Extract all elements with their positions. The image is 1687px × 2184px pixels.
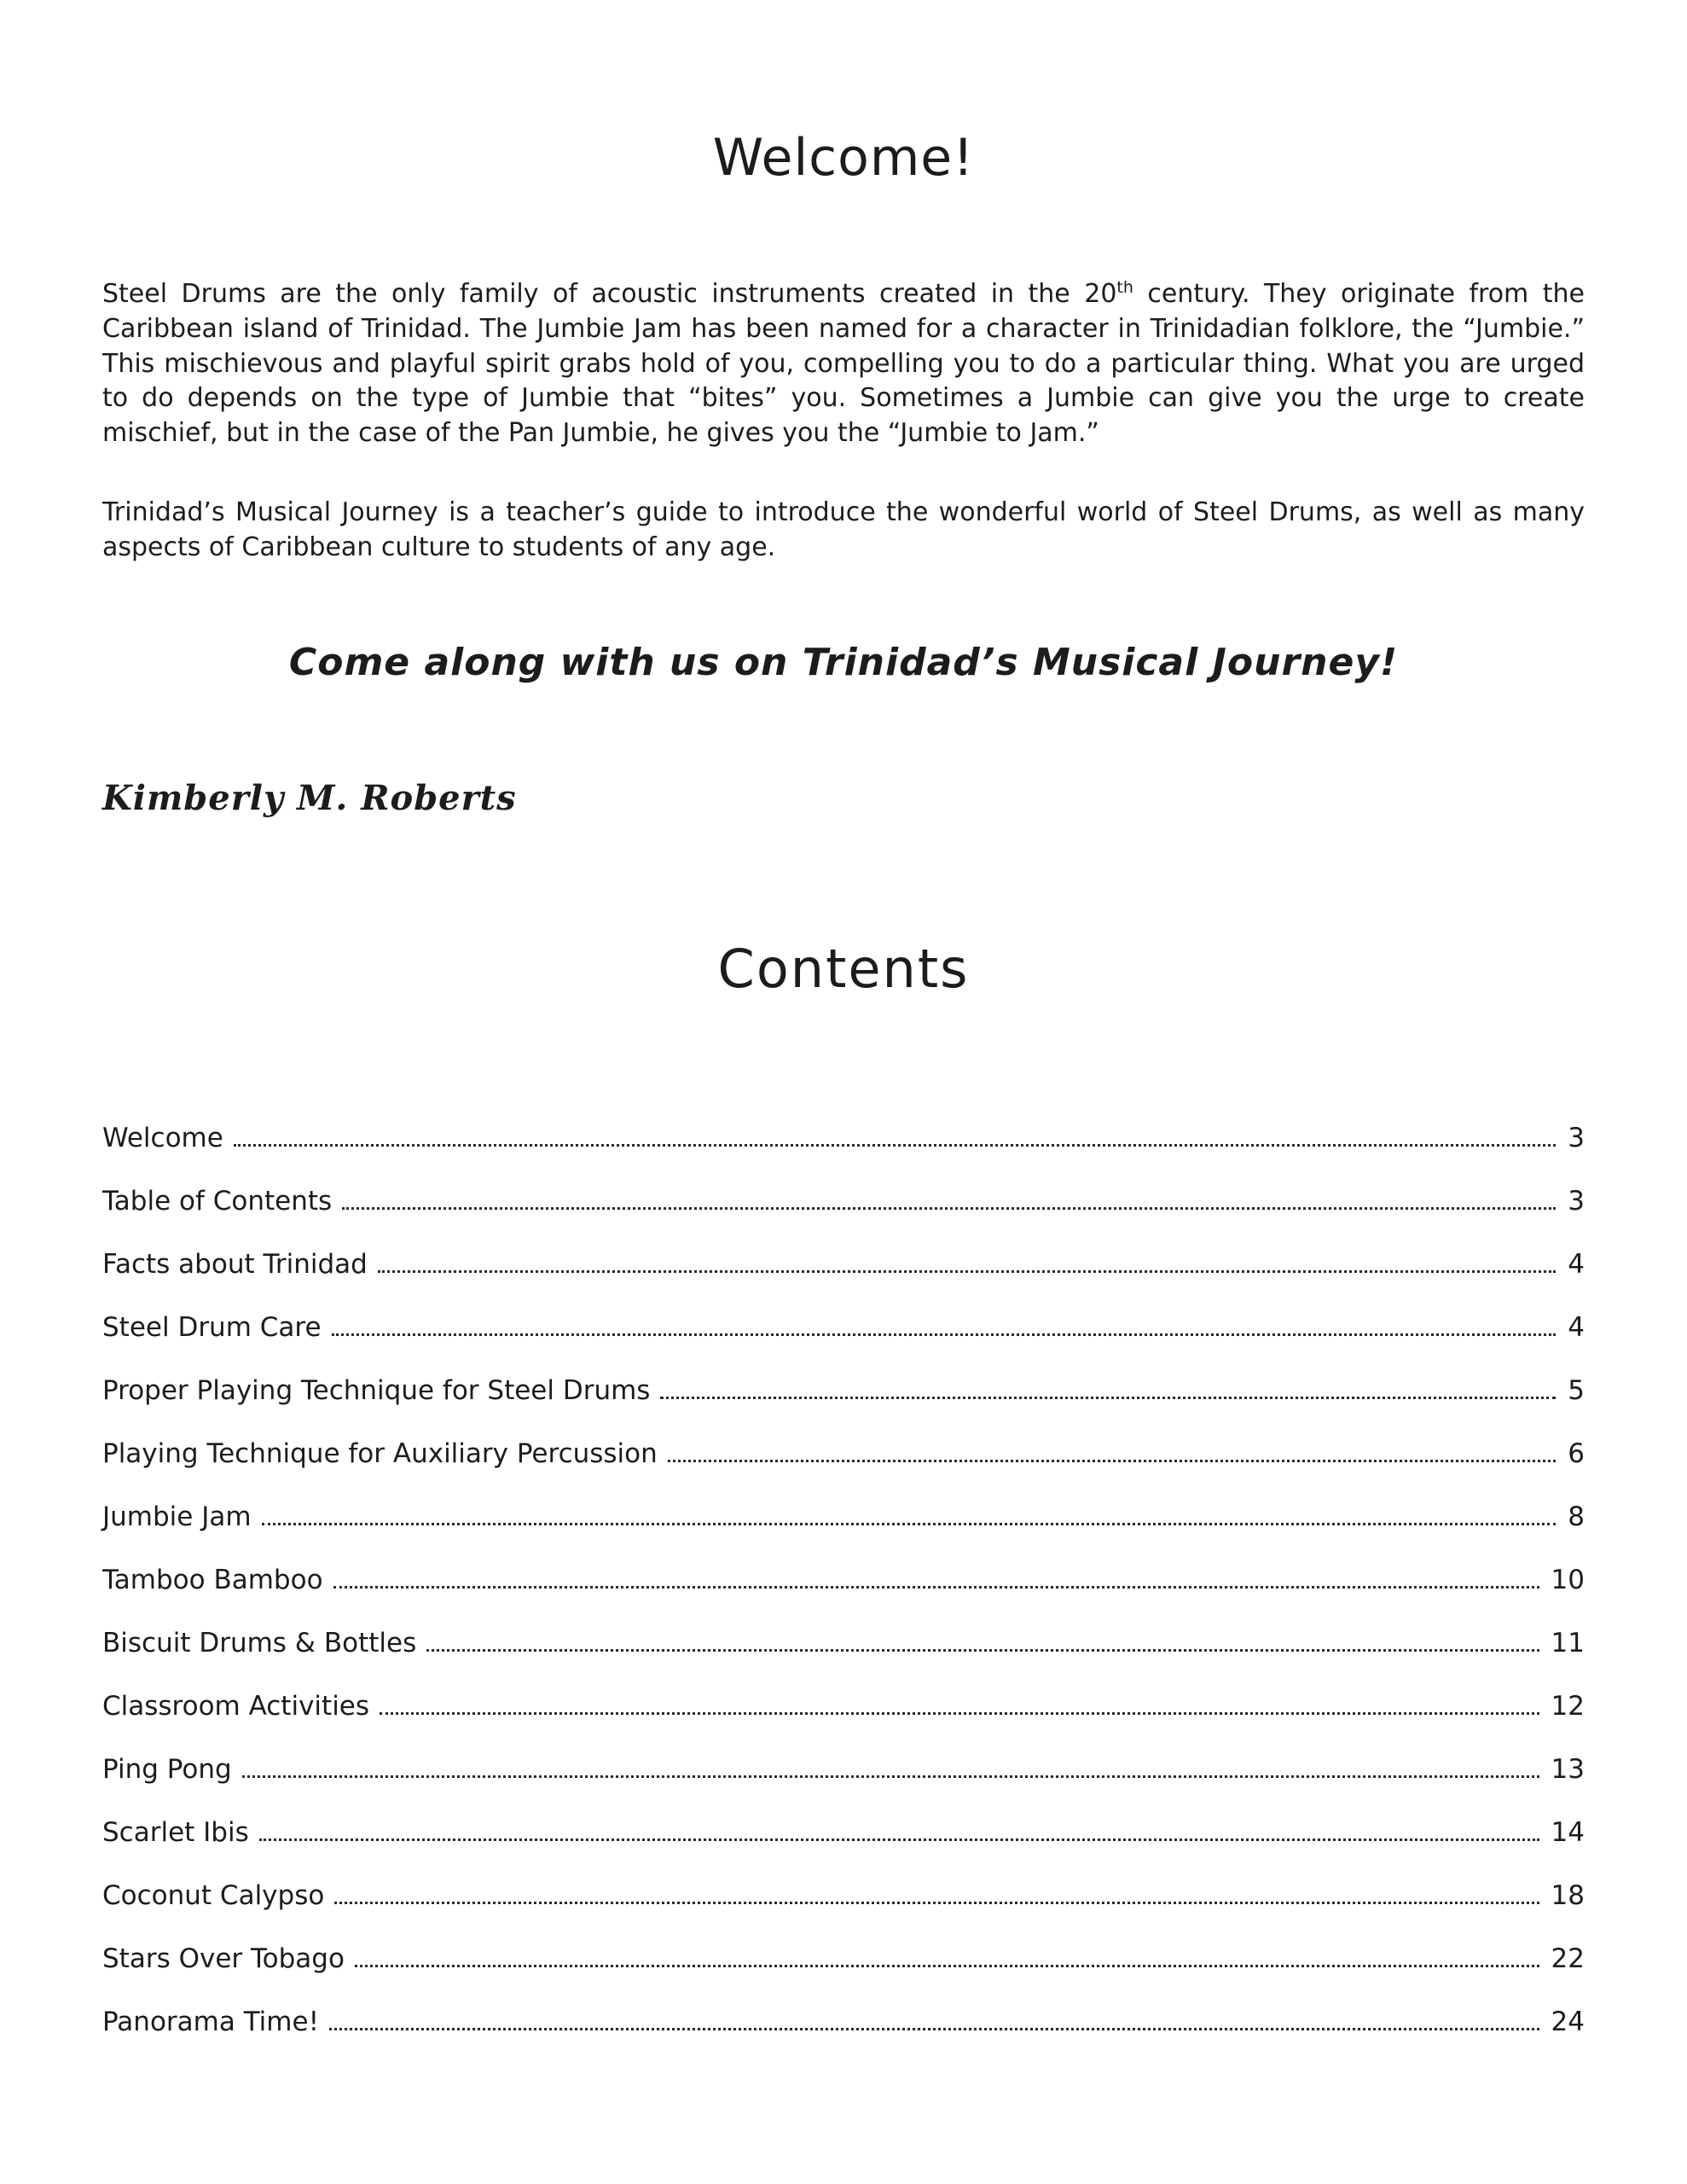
- toc-row: [102, 1092, 1585, 1155]
- toc-row: [102, 1597, 1585, 1660]
- toc-entry-label: Table of Contents: [102, 1185, 333, 1217]
- toc-page-number: 13: [1551, 1753, 1585, 1785]
- toc-row: [102, 1408, 1585, 1471]
- toc-page-number: 12: [1551, 1690, 1585, 1722]
- toc-row: [102, 1218, 1585, 1281]
- toc-entry-label: Playing Technique for Auxiliary Percussion: [102, 1438, 658, 1469]
- toc-page-number: 18: [1551, 1879, 1585, 1911]
- toc-row: [102, 1281, 1585, 1345]
- toc-row: [102, 1913, 1585, 1976]
- toc-leader-dots: [426, 1649, 1539, 1652]
- toc-leader-dots: [333, 1586, 1539, 1589]
- toc-entry-label: Panorama Time!: [102, 2006, 319, 2037]
- toc-entry-label: Scarlet Ibis: [102, 1816, 249, 1848]
- guide-paragraph: Trinidad’s Musical Journey is a teacher’s guide to introduce the wonderful world of Steel Drums, as well as many aspects of Caribbean culture to students of any age.: [102, 497, 1585, 562]
- toc-leader-dots: [378, 1270, 1556, 1273]
- ordinal-superscript: th: [1116, 278, 1133, 297]
- toc-entry-label: Jumbie Jam: [102, 1501, 252, 1532]
- toc-leader-dots: [329, 2028, 1539, 2030]
- toc-row: [102, 1660, 1585, 1723]
- toc-page-number: 4: [1568, 1248, 1585, 1280]
- toc-page-number: 11: [1551, 1627, 1585, 1658]
- toc-entry-label: Facts about Trinidad: [102, 1248, 368, 1280]
- intro-paragraph-text-2: century. They originate from the Caribbean island of Trinidad. The Jumbie Jam has been named for a character in Trinidadian folklore, the “Jumbie.” This mischievous and playful spirit grabs hold of you, compelling you to do a particular thing. What you are urged to do depends on the type of Jumbie that “bites” you. Sometimes a Jumbie can give you the urge to create mischief, but in the case of the Pan Jumbie, he gives you the “Jumbie to Jam.”: [102, 279, 1585, 449]
- toc-entry-label: Biscuit Drums & Bottles: [102, 1627, 417, 1658]
- toc-entry-label: Classroom Activities: [102, 1690, 370, 1722]
- toc-row: [102, 1155, 1585, 1218]
- toc-page-number: 5: [1568, 1374, 1585, 1406]
- toc-page-number: 14: [1551, 1816, 1585, 1848]
- toc-row: [102, 1850, 1585, 1913]
- toc-entry-label: Proper Playing Technique for Steel Drums: [102, 1374, 651, 1406]
- toc-leader-dots: [668, 1460, 1556, 1462]
- toc-leader-dots: [242, 1775, 1539, 1778]
- toc-row: [102, 1534, 1585, 1597]
- toc-entry-label: Steel Drum Care: [102, 1311, 322, 1343]
- intro-paragraph-text-1: Steel Drums are the only family of acoustic instruments created in the 20: [102, 279, 1117, 309]
- toc-entry-label: Tamboo Bamboo: [102, 1564, 323, 1595]
- tagline: Come along with us on Trinidad’s Musical Journey!: [288, 640, 1399, 684]
- toc-page-number: 3: [1568, 1122, 1585, 1153]
- toc-page-number: 24: [1551, 2006, 1585, 2037]
- toc-list: [102, 1092, 1585, 2039]
- toc-row: [102, 1786, 1585, 1850]
- toc-page-number: 6: [1568, 1438, 1585, 1469]
- toc-leader-dots: [355, 1965, 1539, 1967]
- toc-row: [102, 1976, 1585, 2039]
- toc-page-number: 22: [1551, 1943, 1585, 1974]
- toc-row: [102, 1723, 1585, 1786]
- toc-leader-dots: [262, 1523, 1557, 1525]
- toc-entry-label: Welcome: [102, 1122, 223, 1153]
- toc-leader-dots: [259, 1838, 1539, 1841]
- toc-page-number: 3: [1568, 1185, 1585, 1217]
- toc-row: [102, 1471, 1585, 1534]
- toc-leader-dots: [342, 1207, 1556, 1210]
- toc-page-number: 8: [1568, 1501, 1585, 1532]
- toc-entry-label: Coconut Calypso: [102, 1879, 325, 1911]
- toc-entry-label: Ping Pong: [102, 1753, 232, 1785]
- toc-leader-dots: [234, 1144, 1556, 1147]
- toc-leader-dots: [380, 1712, 1539, 1715]
- author-signature: Kimberly M. Roberts: [102, 777, 517, 818]
- page-title: Welcome!: [712, 128, 975, 188]
- intro-paragraph: [102, 277, 1585, 451]
- contents-heading: Contents: [717, 937, 970, 1000]
- toc-leader-dots: [660, 1397, 1556, 1399]
- toc-page-number: 10: [1551, 1564, 1585, 1595]
- toc-leader-dots: [332, 1333, 1557, 1336]
- toc-entry-label: Stars Over Tobago: [102, 1943, 345, 1974]
- toc-row: [102, 1345, 1585, 1408]
- toc-leader-dots: [334, 1902, 1539, 1904]
- toc-page-number: 4: [1568, 1311, 1585, 1343]
